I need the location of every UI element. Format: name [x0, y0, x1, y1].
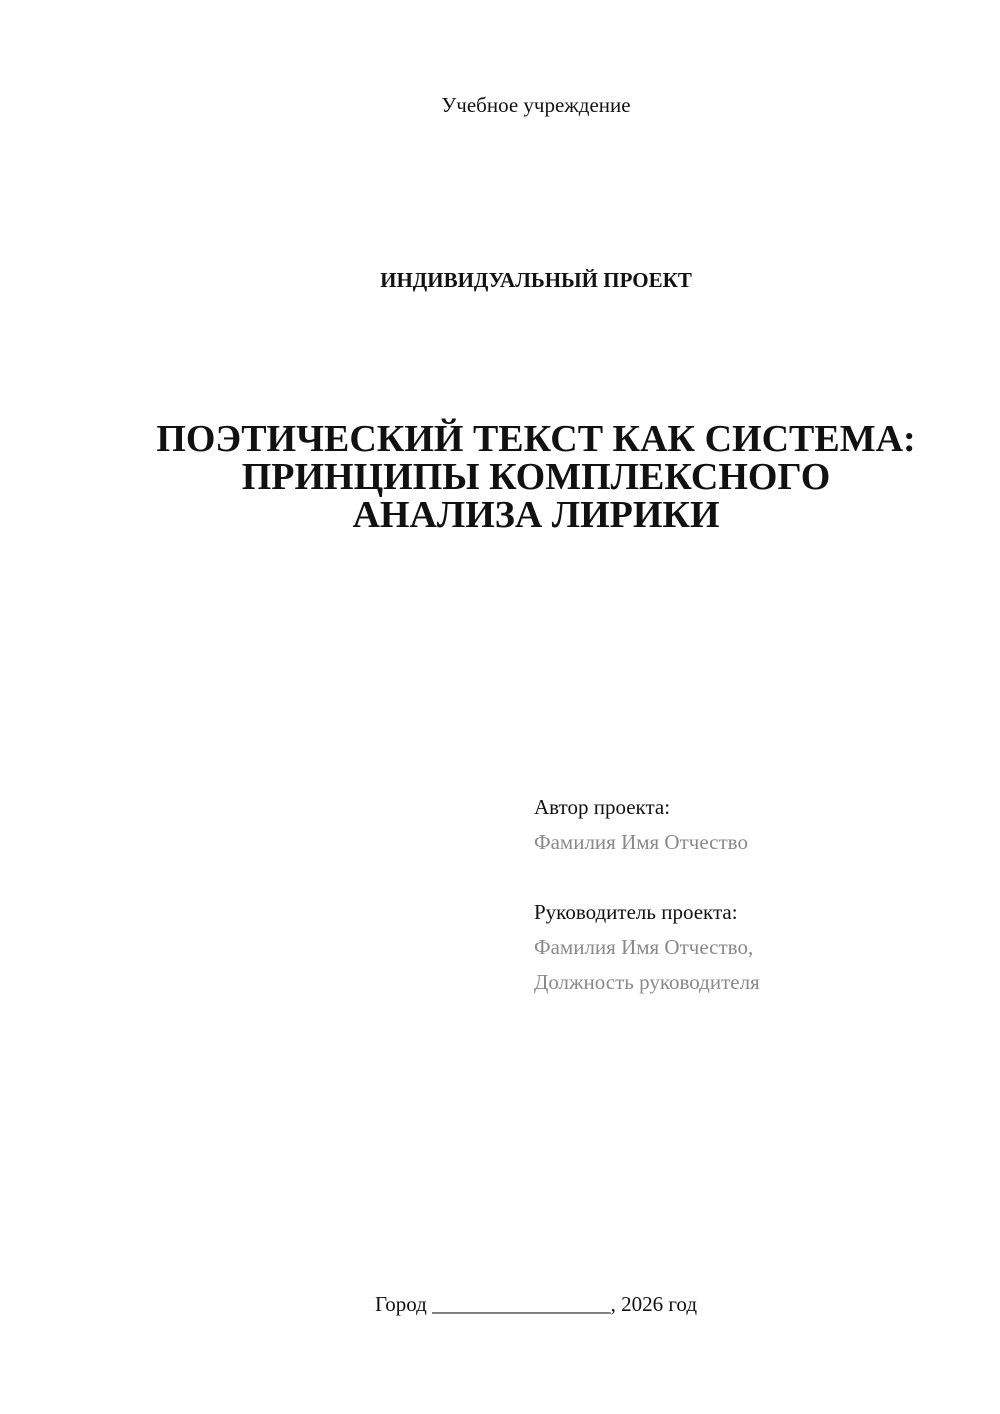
city-label: Город: [374, 1292, 427, 1316]
project-title-line-2: ПРИНЦИПЫ КОМПЛЕКСНОГО: [241, 456, 831, 498]
block-spacer: [534, 860, 760, 895]
supervisor-name-placeholder: Фамилия Имя Отчество,: [534, 935, 754, 959]
author-name-placeholder: Фамилия Имя Отчество: [534, 830, 748, 854]
institution-name: Учебное учреждение: [441, 93, 631, 117]
project-title: [0, 420, 1000, 534]
project-title-line-3: АНАЛИЗА ЛИРИКИ: [352, 494, 720, 536]
supervisor-position-placeholder: Должность руководителя: [534, 970, 760, 994]
author-info-block: [534, 790, 760, 1000]
document-type: ИНДИВИДУАЛЬНЫЙ ПРОЕКТ: [380, 268, 692, 292]
city-blank: _________________: [432, 1292, 611, 1316]
project-title-line-1: ПОЭТИЧЕСКИЙ ТЕКСТ КАК СИСТЕМА:: [156, 418, 916, 460]
supervisor-label: Руководитель проекта:: [534, 900, 738, 924]
city-year-line: [0, 1292, 1000, 1316]
author-label: Автор проекта:: [534, 795, 671, 819]
year-text: , 2026 год: [610, 1292, 698, 1316]
